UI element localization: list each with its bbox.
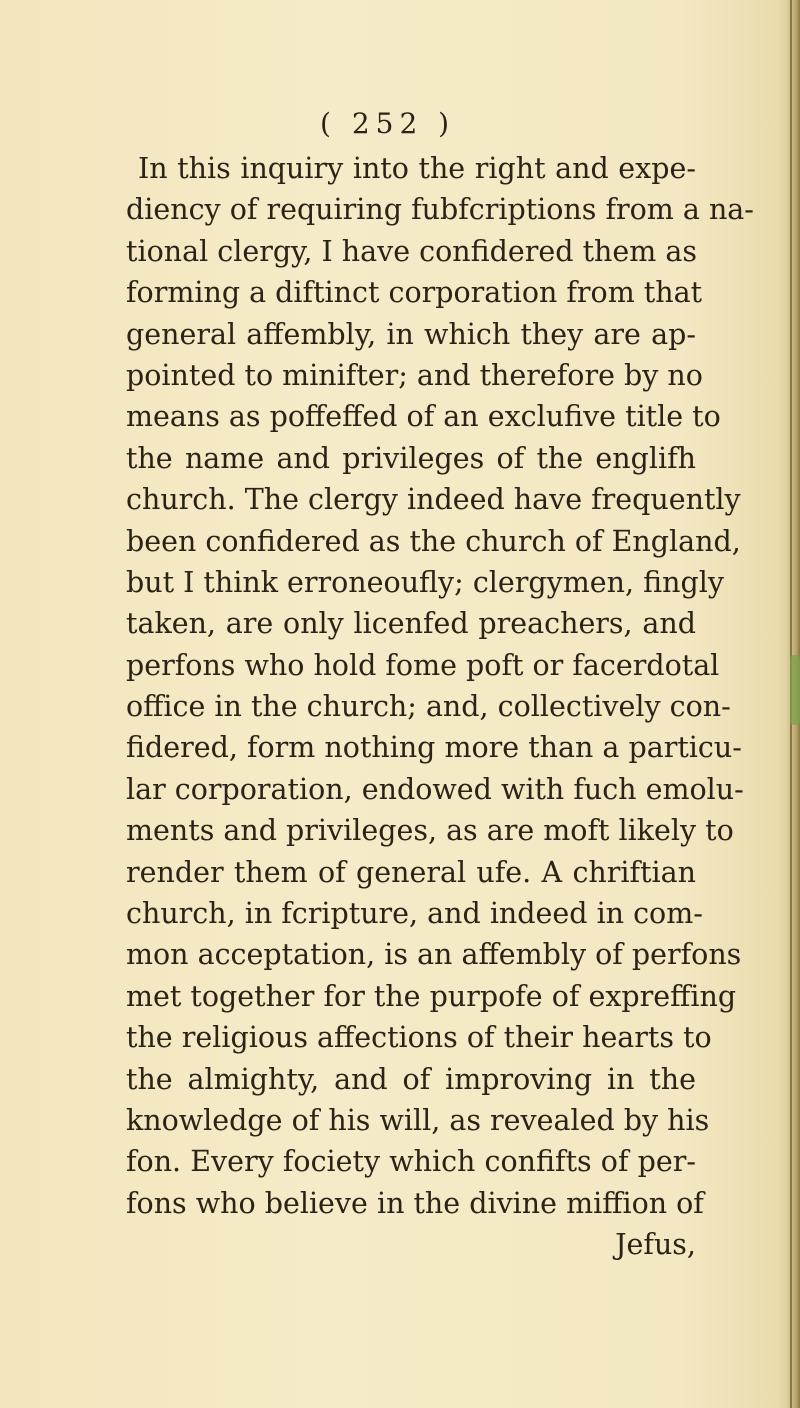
text-line: church. The clergy indeed have frequently — [126, 483, 741, 517]
page-stain — [790, 655, 800, 725]
text-line: the almighty, and of improving in the — [126, 1062, 696, 1096]
text-line: fidered, form nothing more than a particu- — [126, 731, 742, 765]
text-line: pointed to minifter; and therefore by no — [126, 358, 703, 392]
text-line: means as poffeffed of an exclufive title to — [126, 400, 721, 434]
text-line: but I think erroneoufly; clergymen, fingly — [126, 565, 724, 599]
text-line: forming a diftinct corporation from that — [126, 276, 703, 310]
page-header — [0, 104, 800, 144]
text-line: been confidered as the church of England, — [126, 524, 741, 558]
text-line: perfons who hold fome poft or facerdotal — [126, 648, 720, 682]
text-line: fons who believe in the divine miffion of — [126, 1186, 704, 1220]
text-line: the religious affections of their hearts to — [126, 1021, 712, 1055]
catchword: Jefus, — [615, 1228, 696, 1262]
text-line: render them of general ufe. A chriftian — [126, 855, 696, 889]
text-line: general affembly, in which they are ap- — [126, 317, 696, 351]
page-number: ( 252 ) — [320, 107, 456, 140]
text-line: lar corporation, endowed with fuch emolu- — [126, 772, 744, 806]
text-line: fon. Every fociety which confifts of per- — [126, 1145, 696, 1179]
text-line: diency of requiring fubfcriptions from a na- — [126, 193, 754, 227]
text-line: knowledge of his will, as revealed by his — [126, 1103, 710, 1137]
body-text — [126, 148, 754, 1266]
text-line: the name and privileges of the englifh — [126, 441, 696, 475]
text-line: ments and privileges, as are moft likely to — [126, 814, 734, 848]
text-line: tional clergy, I have confidered them as — [126, 234, 697, 268]
text-line: office in the church; and, collectively con- — [126, 690, 731, 724]
text-line: taken, are only licenfed preachers, and — [126, 607, 696, 641]
text-line: met together for the purpofe of expreffing — [126, 979, 737, 1013]
text-line: church, in fcripture, and indeed in com- — [126, 897, 703, 931]
text-line: In this inquiry into the right and expe- — [138, 152, 696, 185]
text-line: mon acceptation, is an affembly of perfons — [126, 938, 742, 972]
